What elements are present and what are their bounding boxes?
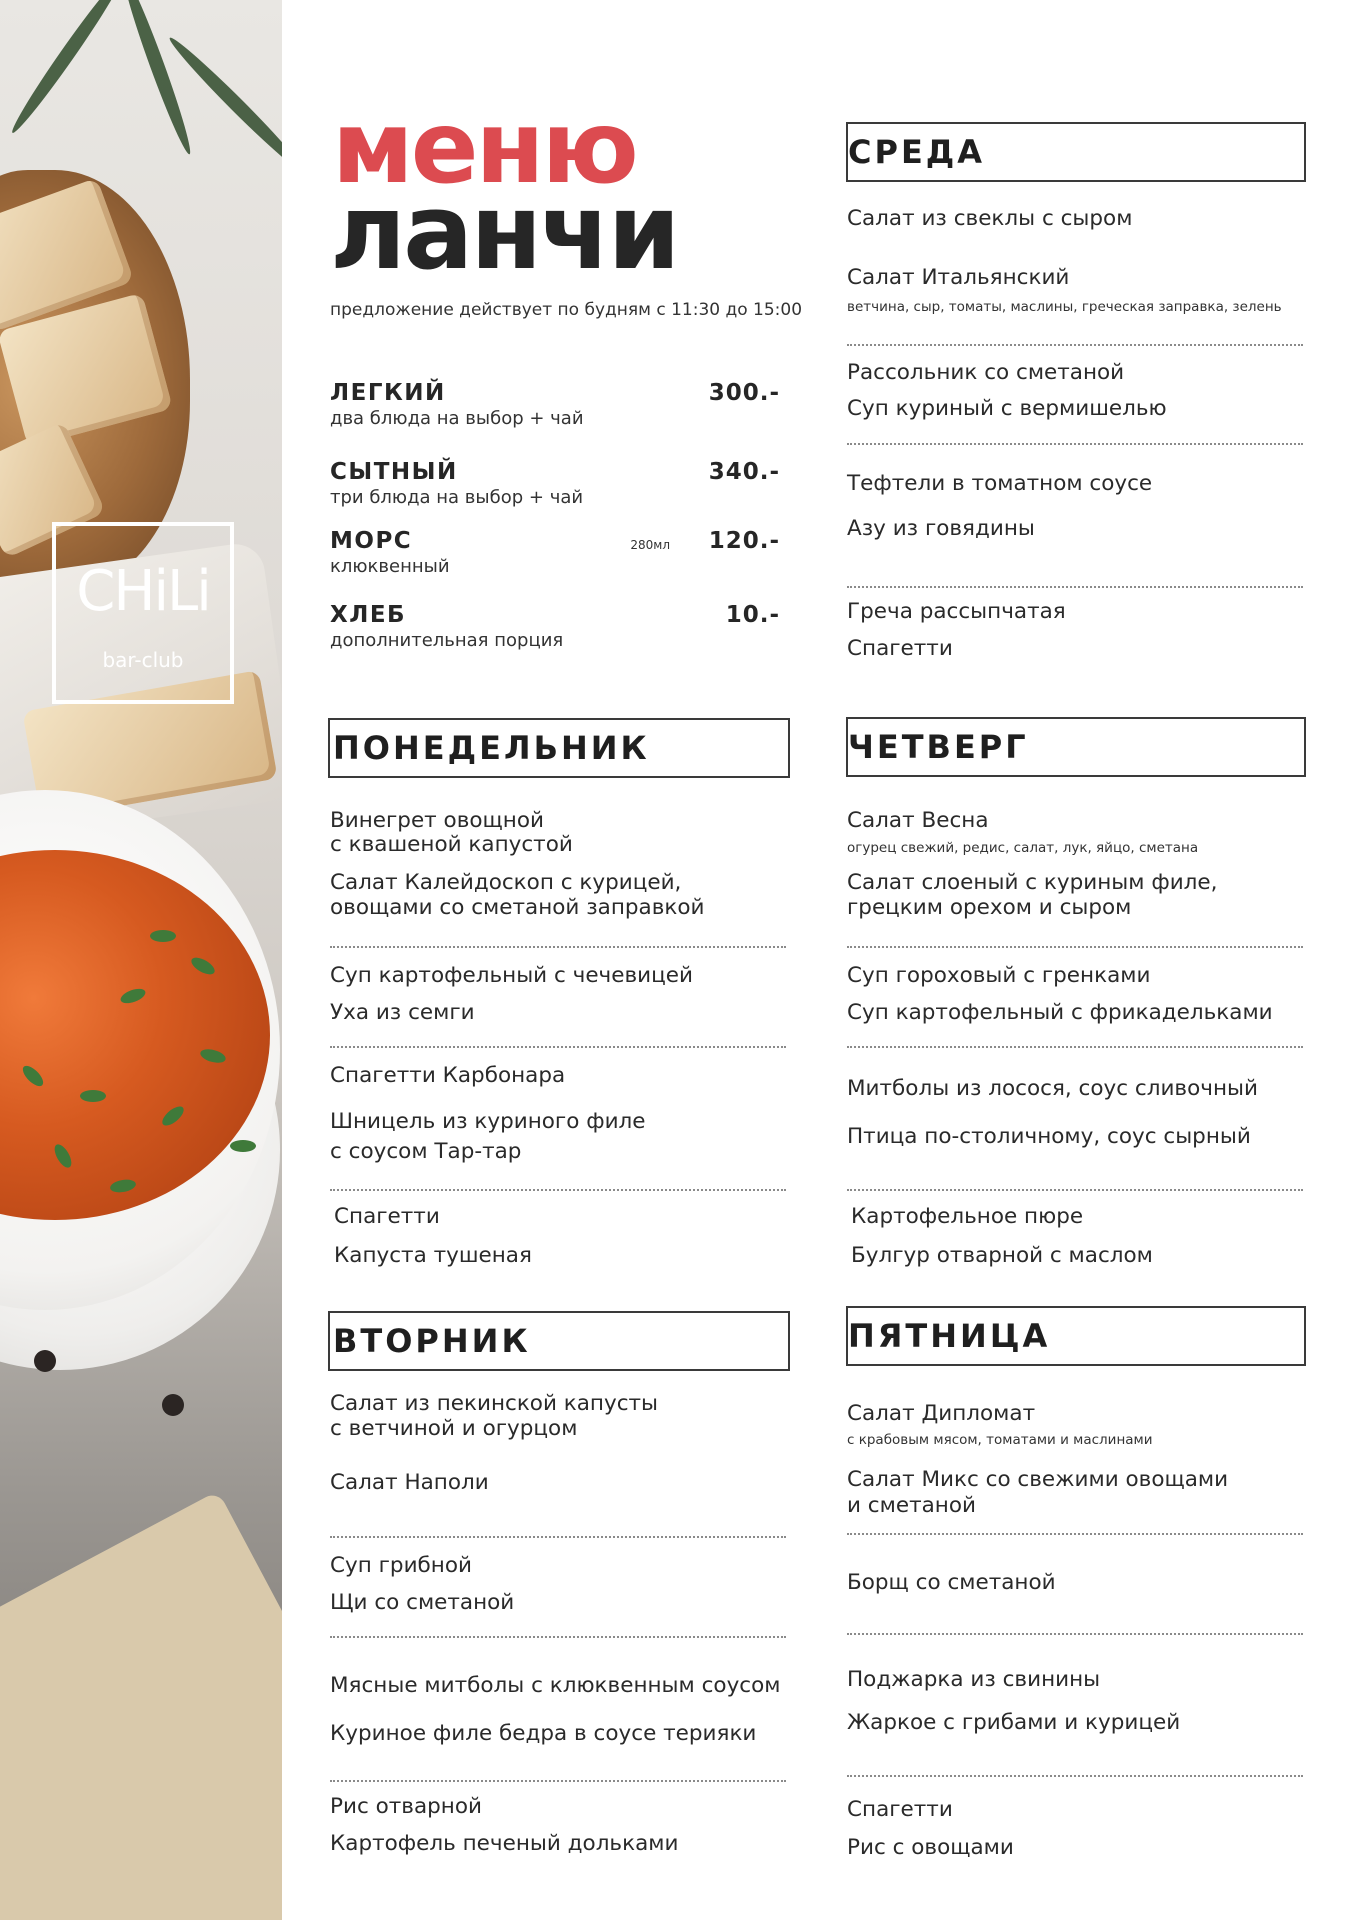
dish: с соусом Тар-тар bbox=[330, 1139, 522, 1164]
dish: Салат слоеный с куриным филе, bbox=[847, 870, 1218, 895]
divider bbox=[330, 1536, 786, 1538]
herb bbox=[80, 1090, 106, 1102]
title-lunches: ланчи bbox=[330, 171, 678, 293]
price-row-mors bbox=[330, 528, 780, 584]
dish-description: ветчина, сыр, томаты, маслины, греческая заправка, зелень bbox=[847, 299, 1282, 315]
dish: Борщ со сметаной bbox=[847, 1570, 1056, 1595]
price-value: 120.- bbox=[708, 528, 780, 554]
herb bbox=[230, 1140, 256, 1152]
peppercorn bbox=[34, 1350, 56, 1372]
price-name: СЫТНЫЙ bbox=[330, 459, 458, 485]
dish: Рассольник со сметаной bbox=[847, 360, 1125, 385]
food-photo bbox=[0, 0, 282, 1920]
day-name: СРЕДА bbox=[848, 133, 986, 171]
logo-subtitle: bar-club bbox=[102, 648, 184, 672]
divider bbox=[847, 1533, 1303, 1535]
dish: Спагетти bbox=[847, 1797, 953, 1822]
day-header-wednesday bbox=[846, 122, 1306, 182]
price-volume: 280мл bbox=[630, 538, 670, 552]
dish: Картофель печеный дольками bbox=[330, 1831, 679, 1856]
price-row-bread bbox=[330, 602, 780, 658]
divider bbox=[847, 443, 1303, 445]
divider bbox=[330, 946, 786, 948]
dish: Куриное филе бедра в соусе терияки bbox=[330, 1721, 757, 1746]
dish: Булгур отварной с маслом bbox=[851, 1243, 1153, 1268]
dish: и сметаной bbox=[847, 1493, 976, 1518]
divider bbox=[330, 1780, 786, 1782]
dish: Спагетти bbox=[334, 1204, 440, 1229]
day-header-tuesday bbox=[328, 1311, 790, 1371]
price-description: клюквенный bbox=[330, 556, 450, 577]
dish-description: огурец свежий, редис, салат, лук, яйцо, сметана bbox=[847, 840, 1199, 856]
dish: Жаркое с грибами и курицей bbox=[847, 1710, 1181, 1735]
price-name: МОРС bbox=[330, 528, 413, 554]
divider bbox=[847, 344, 1303, 346]
day-name: ЧЕТВЕРГ bbox=[848, 728, 1029, 766]
price-description: дополнительная порция bbox=[330, 630, 564, 651]
day-header-friday bbox=[846, 1306, 1306, 1366]
dish: Тефтели в томатном соусе bbox=[847, 471, 1153, 496]
dish: Щи со сметаной bbox=[330, 1590, 515, 1615]
cutting-board bbox=[0, 1491, 282, 1920]
divider bbox=[847, 1046, 1303, 1048]
dish: Рис отварной bbox=[330, 1794, 482, 1819]
price-description: два блюда на выбор + чай bbox=[330, 408, 584, 429]
title-menu: меню bbox=[332, 89, 636, 206]
dish: Салат из свеклы с сыром bbox=[847, 206, 1133, 231]
day-name: ПЯТНИЦА bbox=[848, 1317, 1051, 1355]
dish: Салат Итальянский bbox=[847, 265, 1070, 290]
dish: Суп куриный с вермишелью bbox=[847, 396, 1167, 421]
divider bbox=[847, 1189, 1303, 1191]
dish: Салат Весна bbox=[847, 808, 989, 833]
chili-logo bbox=[52, 522, 234, 704]
dish: Митболы из лосося, соус сливочный bbox=[847, 1076, 1258, 1101]
dish: Суп гороховый с гренками bbox=[847, 963, 1151, 988]
dish: с квашеной капустой bbox=[330, 832, 573, 857]
price-description: три блюда на выбор + чай bbox=[330, 487, 584, 508]
dish: Спагетти Карбонара bbox=[330, 1063, 566, 1088]
divider bbox=[330, 1189, 786, 1191]
dish: грецким орехом и сыром bbox=[847, 895, 1132, 920]
dish: Салат Дипломат bbox=[847, 1401, 1036, 1426]
dish: Спагетти bbox=[847, 636, 953, 661]
dish: Винегрет овощной bbox=[330, 808, 544, 833]
divider bbox=[330, 1046, 786, 1048]
dish: Птица по-столичному, соус сырный bbox=[847, 1124, 1251, 1149]
dish: Суп грибной bbox=[330, 1553, 472, 1578]
herb bbox=[150, 930, 176, 942]
palm-leaf bbox=[7, 0, 127, 137]
dish: Салат Наполи bbox=[330, 1470, 489, 1495]
dish: Суп картофельный с фрикадельками bbox=[847, 1000, 1273, 1025]
dish: Поджарка из свинины bbox=[847, 1667, 1101, 1692]
dish: Суп картофельный с чечевицей bbox=[330, 963, 693, 988]
divider bbox=[847, 1633, 1303, 1635]
day-name: ПОНЕДЕЛЬНИК bbox=[333, 729, 650, 767]
dish: Рис с овощами bbox=[847, 1835, 1014, 1860]
price-value: 10.- bbox=[725, 602, 780, 628]
offer-note: предложение действует по будням с 11:30 до 15:00 bbox=[330, 300, 803, 320]
dish: Салат Микс со свежими овощами bbox=[847, 1467, 1229, 1492]
price-value: 300.- bbox=[708, 380, 780, 406]
peppercorn bbox=[162, 1394, 184, 1416]
dish: Салат из пекинской капусты bbox=[330, 1391, 659, 1416]
dish: Шницель из куриного филе bbox=[330, 1109, 646, 1134]
dish: Салат Калейдоскоп с курицей, bbox=[330, 870, 682, 895]
palm-leaf bbox=[165, 33, 282, 177]
dish: Капуста тушеная bbox=[334, 1243, 532, 1268]
price-name: ХЛЕБ bbox=[330, 602, 407, 628]
dish: Картофельное пюре bbox=[851, 1204, 1084, 1229]
price-value: 340.- bbox=[708, 459, 780, 485]
day-header-thursday bbox=[846, 717, 1306, 777]
dish: Греча рассыпчатая bbox=[847, 599, 1066, 624]
dish: овощами со сметаной заправкой bbox=[330, 895, 705, 920]
price-row-hearty bbox=[330, 459, 780, 515]
logo-word: CHiLi bbox=[76, 559, 210, 624]
price-row-light bbox=[330, 380, 780, 436]
divider bbox=[847, 586, 1303, 588]
palm-leaf bbox=[118, 0, 196, 157]
divider bbox=[847, 946, 1303, 948]
dish: Уха из семги bbox=[330, 1000, 475, 1025]
divider bbox=[847, 1775, 1303, 1777]
price-name: ЛЕГКИЙ bbox=[330, 380, 446, 406]
dish: с ветчиной и огурцом bbox=[330, 1416, 578, 1441]
day-header-monday bbox=[328, 718, 790, 778]
dish: Мясные митболы с клюквенным соусом bbox=[330, 1673, 781, 1698]
divider bbox=[330, 1636, 786, 1638]
dish-description: с крабовым мясом, томатами и маслинами bbox=[847, 1432, 1153, 1448]
dish: Азу из говядины bbox=[847, 516, 1035, 541]
day-name: ВТОРНИК bbox=[333, 1322, 531, 1360]
